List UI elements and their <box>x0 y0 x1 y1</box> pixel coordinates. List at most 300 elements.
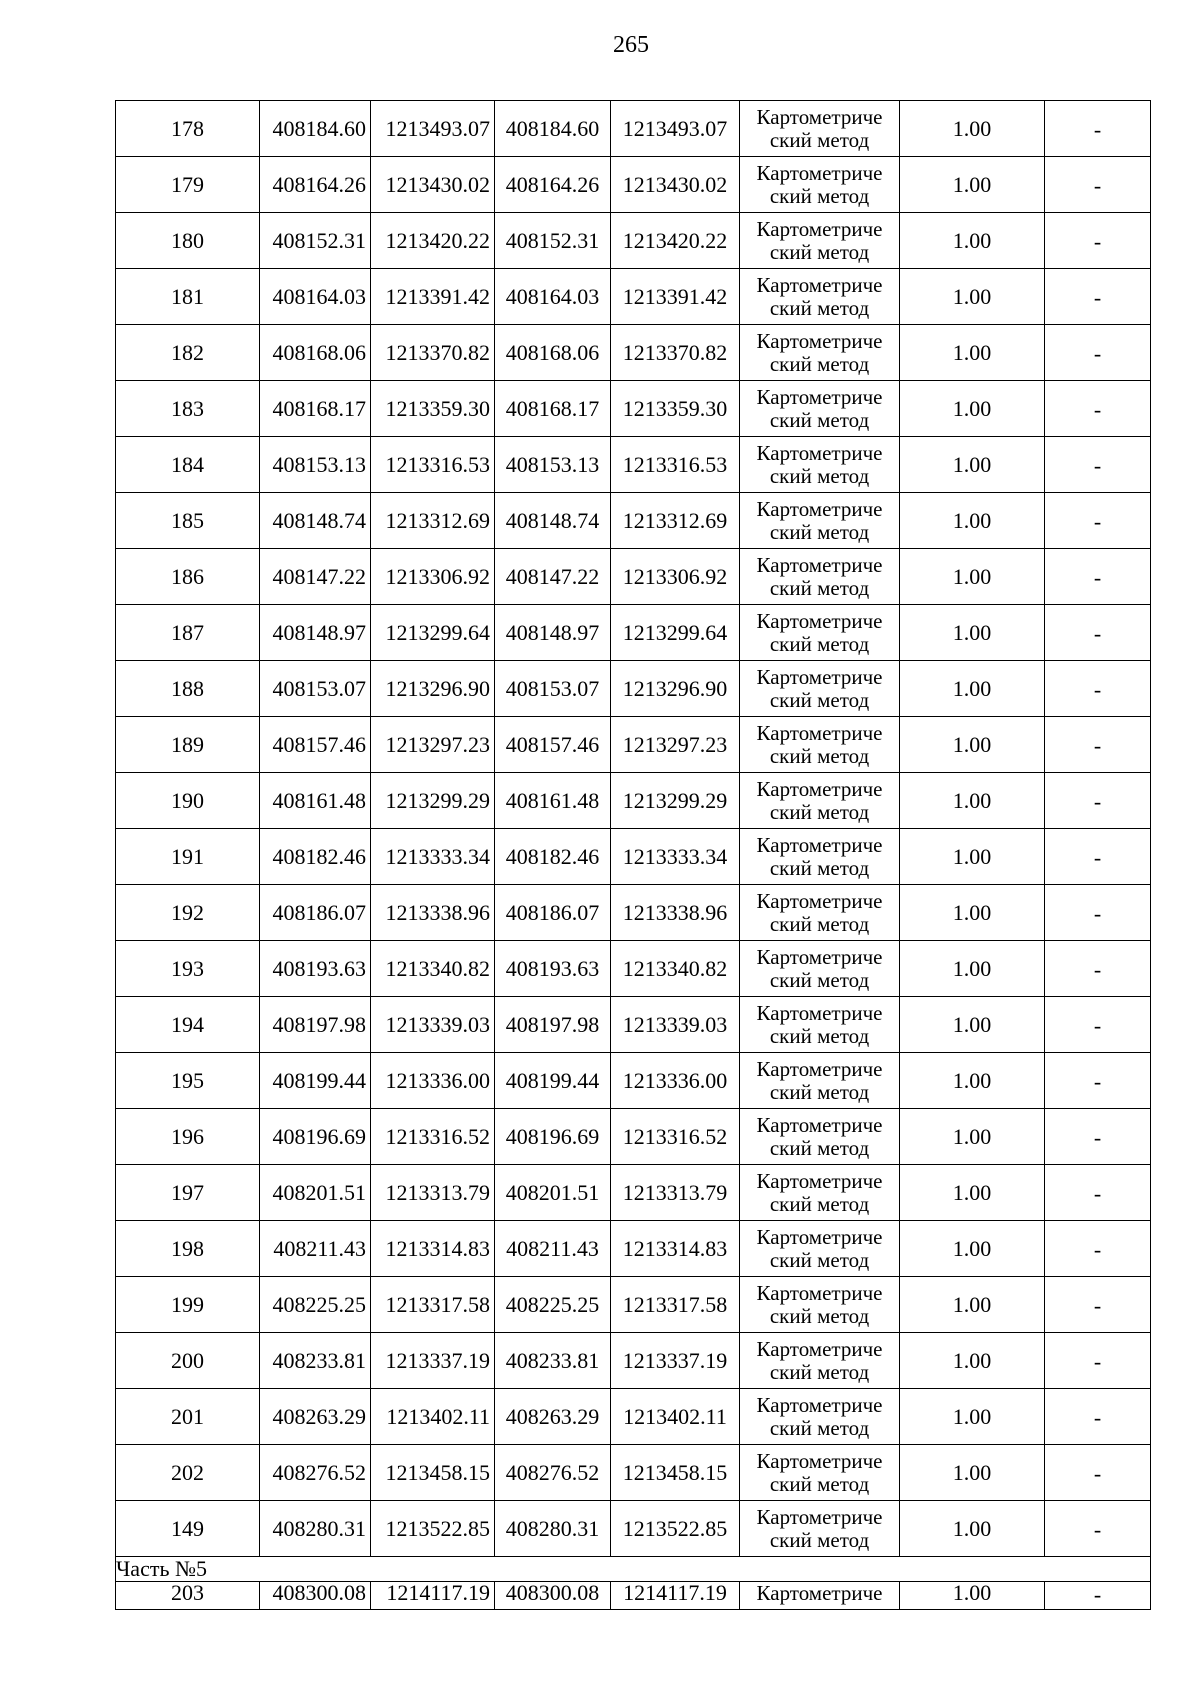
note-cell: - <box>1045 1501 1151 1557</box>
x-coordinate-cell: 408164.03 <box>495 269 611 325</box>
method-cell <box>740 997 900 1053</box>
method-line-2: ский метод <box>769 855 870 880</box>
table-row <box>116 605 1151 661</box>
method-cell: Картометриче <box>740 1582 900 1610</box>
note-cell: - <box>1045 549 1151 605</box>
method-line-1: Картометриче <box>756 384 883 409</box>
y-coordinate-cell: 1213420.22 <box>611 213 740 269</box>
table-row <box>116 717 1151 773</box>
accuracy-cell: 1.00 <box>900 1277 1045 1333</box>
x-coordinate-cell: 408211.43 <box>495 1221 611 1277</box>
section-label: Часть №5 <box>116 1557 1151 1582</box>
note-cell: - <box>1045 157 1151 213</box>
method-line-2: ский метод <box>769 799 870 824</box>
y-coordinate-cell: 1213493.07 <box>611 101 740 157</box>
note-cell: - <box>1045 1053 1151 1109</box>
method-line-1: Картометриче <box>756 664 883 689</box>
accuracy-cell: 1.00 <box>900 1445 1045 1501</box>
note-cell: - <box>1045 213 1151 269</box>
accuracy-cell: 1.00 <box>900 493 1045 549</box>
method-cell <box>740 101 900 157</box>
method-line-2: ский метод <box>769 1359 870 1384</box>
note-cell: - <box>1045 1165 1151 1221</box>
table-row <box>116 1389 1151 1445</box>
accuracy-cell: 1.00 <box>900 1053 1045 1109</box>
x-coordinate-cell: 408184.60 <box>495 101 611 157</box>
method-line-1: Картометриче <box>756 888 883 913</box>
x-coordinate-cell: 408161.48 <box>495 773 611 829</box>
method-cell <box>740 1445 900 1501</box>
accuracy-cell: 1.00 <box>900 381 1045 437</box>
y-coordinate-cell: 1213299.29 <box>371 773 495 829</box>
x-coordinate-cell: 408186.07 <box>495 885 611 941</box>
y-coordinate-cell: 1213370.82 <box>611 325 740 381</box>
method-cell <box>740 549 900 605</box>
accuracy-cell: 1.00 <box>900 773 1045 829</box>
method-line-2: ский метод <box>769 239 870 264</box>
y-coordinate-cell: 1213296.90 <box>611 661 740 717</box>
point-number-cell: 200 <box>116 1333 260 1389</box>
method-cell <box>740 717 900 773</box>
method-line-2: ский метод <box>769 687 870 712</box>
x-coordinate-cell: 408193.63 <box>495 941 611 997</box>
method-cell <box>740 325 900 381</box>
table-row <box>116 1165 1151 1221</box>
y-coordinate-cell: 1213314.83 <box>611 1221 740 1277</box>
x-coordinate-cell: 408152.31 <box>495 213 611 269</box>
method-line-1: Картометриче <box>756 160 883 185</box>
point-number-cell: 182 <box>116 325 260 381</box>
y-coordinate-cell: 1213338.96 <box>371 885 495 941</box>
x-coordinate-cell: 408153.07 <box>260 661 371 717</box>
method-line-2: ский метод <box>769 407 870 432</box>
x-coordinate-cell: 408197.98 <box>495 997 611 1053</box>
note-cell: - <box>1045 1221 1151 1277</box>
point-number-cell: 191 <box>116 829 260 885</box>
accuracy-cell: 1.00 <box>900 1501 1045 1557</box>
note-cell: - <box>1045 437 1151 493</box>
method-line-1: Картометриче <box>756 1504 883 1529</box>
point-number-cell: 186 <box>116 549 260 605</box>
x-coordinate-cell: 408153.13 <box>495 437 611 493</box>
y-coordinate-cell: 1213306.92 <box>371 549 495 605</box>
x-coordinate-cell: 408153.07 <box>495 661 611 717</box>
accuracy-cell: 1.00 <box>900 157 1045 213</box>
note-cell: - <box>1045 1277 1151 1333</box>
y-coordinate-cell: 1213316.52 <box>611 1109 740 1165</box>
y-coordinate-cell: 1213297.23 <box>611 717 740 773</box>
method-line-2: ский метод <box>769 967 870 992</box>
table-row <box>116 941 1151 997</box>
x-coordinate-cell: 408153.13 <box>260 437 371 493</box>
y-coordinate-cell: 1214117.19 <box>371 1582 495 1610</box>
x-coordinate-cell: 408199.44 <box>495 1053 611 1109</box>
x-coordinate-cell: 408280.31 <box>495 1501 611 1557</box>
note-cell: - <box>1045 717 1151 773</box>
accuracy-cell: 1.00 <box>900 1221 1045 1277</box>
y-coordinate-cell: 1213420.22 <box>371 213 495 269</box>
point-number-cell: 195 <box>116 1053 260 1109</box>
x-coordinate-cell: 408280.31 <box>260 1501 371 1557</box>
method-cell <box>740 1165 900 1221</box>
note-cell: - <box>1045 325 1151 381</box>
method-line-1: Картометриче <box>756 1112 883 1137</box>
x-coordinate-cell: 408182.46 <box>260 829 371 885</box>
y-coordinate-cell: 1213340.82 <box>611 941 740 997</box>
table-row <box>116 1221 1151 1277</box>
note-cell: - <box>1045 1389 1151 1445</box>
note-cell: - <box>1045 829 1151 885</box>
page-number: 265 <box>613 32 649 58</box>
y-coordinate-cell: 1213359.30 <box>371 381 495 437</box>
note-cell: - <box>1045 1582 1151 1610</box>
table-row <box>116 213 1151 269</box>
x-coordinate-cell: 408148.97 <box>260 605 371 661</box>
y-coordinate-cell: 1213458.15 <box>371 1445 495 1501</box>
table-row <box>116 1109 1151 1165</box>
y-coordinate-cell: 1213313.79 <box>611 1165 740 1221</box>
point-number-cell: 183 <box>116 381 260 437</box>
x-coordinate-cell: 408152.31 <box>260 213 371 269</box>
x-coordinate-cell: 408201.51 <box>495 1165 611 1221</box>
y-coordinate-cell: 1213522.85 <box>611 1501 740 1557</box>
note-cell: - <box>1045 1109 1151 1165</box>
table-row <box>116 1582 1151 1610</box>
point-number-cell: 179 <box>116 157 260 213</box>
y-coordinate-cell: 1213336.00 <box>611 1053 740 1109</box>
note-cell: - <box>1045 605 1151 661</box>
method-cell <box>740 1501 900 1557</box>
table-row <box>116 773 1151 829</box>
method-cell <box>740 941 900 997</box>
method-cell <box>740 1109 900 1165</box>
x-coordinate-cell: 408225.25 <box>260 1277 371 1333</box>
table-row <box>116 1053 1151 1109</box>
table-row <box>116 885 1151 941</box>
x-coordinate-cell: 408263.29 <box>260 1389 371 1445</box>
y-coordinate-cell: 1213314.83 <box>371 1221 495 1277</box>
point-number-cell: 188 <box>116 661 260 717</box>
method-cell <box>740 829 900 885</box>
method-cell <box>740 661 900 717</box>
point-number-cell: 197 <box>116 1165 260 1221</box>
x-coordinate-cell: 408197.98 <box>260 997 371 1053</box>
method-cell <box>740 885 900 941</box>
method-line-1: Картометриче <box>756 1000 883 1025</box>
note-cell: - <box>1045 381 1151 437</box>
y-coordinate-cell: 1213316.52 <box>371 1109 495 1165</box>
x-coordinate-cell: 408225.25 <box>495 1277 611 1333</box>
table-row <box>116 829 1151 885</box>
x-coordinate-cell: 408147.22 <box>495 549 611 605</box>
y-coordinate-cell: 1213340.82 <box>371 941 495 997</box>
accuracy-cell: 1.00 <box>900 717 1045 773</box>
y-coordinate-cell: 1214117.19 <box>611 1582 740 1610</box>
x-coordinate-cell: 408276.52 <box>260 1445 371 1501</box>
method-line-1: Картометриче <box>756 104 883 129</box>
table-row <box>116 325 1151 381</box>
y-coordinate-cell: 1213312.69 <box>611 493 740 549</box>
point-number-cell: 189 <box>116 717 260 773</box>
y-coordinate-cell: 1213333.34 <box>371 829 495 885</box>
y-coordinate-cell: 1213391.42 <box>611 269 740 325</box>
table-row <box>116 1445 1151 1501</box>
y-coordinate-cell: 1213317.58 <box>371 1277 495 1333</box>
y-coordinate-cell: 1213336.00 <box>371 1053 495 1109</box>
method-line-1: Картометриче <box>756 1168 883 1193</box>
x-coordinate-cell: 408233.81 <box>495 1333 611 1389</box>
point-number-cell: 199 <box>116 1277 260 1333</box>
note-cell: - <box>1045 101 1151 157</box>
x-coordinate-cell: 408168.17 <box>495 381 611 437</box>
method-line-2: ский метод <box>769 575 870 600</box>
coordinates-table <box>115 100 1151 1610</box>
x-coordinate-cell: 408263.29 <box>495 1389 611 1445</box>
method-line-2: ский метод <box>769 1303 870 1328</box>
y-coordinate-cell: 1213316.53 <box>371 437 495 493</box>
method-line-2: ский метод <box>769 183 870 208</box>
note-cell: - <box>1045 269 1151 325</box>
accuracy-cell: 1.00 <box>900 549 1045 605</box>
x-coordinate-cell: 408233.81 <box>260 1333 371 1389</box>
table-row <box>116 997 1151 1053</box>
method-line-1: Картометриче <box>756 720 883 745</box>
x-coordinate-cell: 408184.60 <box>260 101 371 157</box>
accuracy-cell: 1.00 <box>900 885 1045 941</box>
y-coordinate-cell: 1213430.02 <box>611 157 740 213</box>
method-line-1: Картометриче <box>756 1392 883 1417</box>
method-line-1: Картометриче <box>756 1056 883 1081</box>
x-coordinate-cell: 408161.48 <box>260 773 371 829</box>
y-coordinate-cell: 1213402.11 <box>371 1389 495 1445</box>
table-row <box>116 437 1151 493</box>
point-number-cell: 190 <box>116 773 260 829</box>
y-coordinate-cell: 1213338.96 <box>611 885 740 941</box>
table-row <box>116 661 1151 717</box>
section-row <box>116 1557 1151 1582</box>
note-cell: - <box>1045 1333 1151 1389</box>
method-cell <box>740 213 900 269</box>
method-line-1: Картометриче <box>756 1280 883 1305</box>
point-number-cell: 201 <box>116 1389 260 1445</box>
method-line-1: Картометриче <box>756 608 883 633</box>
accuracy-cell: 1.00 <box>900 101 1045 157</box>
y-coordinate-cell: 1213299.64 <box>371 605 495 661</box>
x-coordinate-cell: 408186.07 <box>260 885 371 941</box>
method-line-1: Картометриче <box>756 552 883 577</box>
table-row <box>116 1501 1151 1557</box>
x-coordinate-cell: 408193.63 <box>260 941 371 997</box>
method-cell <box>740 1333 900 1389</box>
method-line-2: ский метод <box>769 743 870 768</box>
accuracy-cell: 1.00 <box>900 605 1045 661</box>
accuracy-cell: 1.00 <box>900 269 1045 325</box>
x-coordinate-cell: 408199.44 <box>260 1053 371 1109</box>
x-coordinate-cell: 408147.22 <box>260 549 371 605</box>
y-coordinate-cell: 1213299.29 <box>611 773 740 829</box>
method-cell <box>740 1053 900 1109</box>
y-coordinate-cell: 1213430.02 <box>371 157 495 213</box>
method-line-2: ский метод <box>769 351 870 376</box>
point-number-cell: 184 <box>116 437 260 493</box>
x-coordinate-cell: 408168.06 <box>495 325 611 381</box>
table-row <box>116 269 1151 325</box>
method-cell <box>740 157 900 213</box>
accuracy-cell: 1.00 <box>900 1389 1045 1445</box>
method-line-2: ский метод <box>769 911 870 936</box>
method-line-2: ский метод <box>769 1527 870 1552</box>
x-coordinate-cell: 408148.74 <box>495 493 611 549</box>
method-line-1: Картометриче <box>756 1336 883 1361</box>
point-number-cell: 192 <box>116 885 260 941</box>
y-coordinate-cell: 1213458.15 <box>611 1445 740 1501</box>
x-coordinate-cell: 408300.08 <box>495 1582 611 1610</box>
method-line-1: Картометриче <box>756 776 883 801</box>
note-cell: - <box>1045 773 1151 829</box>
method-line-2: ский метод <box>769 1135 870 1160</box>
point-number-cell: 149 <box>116 1501 260 1557</box>
method-cell <box>740 773 900 829</box>
note-cell: - <box>1045 941 1151 997</box>
point-number-cell: 180 <box>116 213 260 269</box>
accuracy-cell: 1.00 <box>900 437 1045 493</box>
y-coordinate-cell: 1213297.23 <box>371 717 495 773</box>
method-line-1: Картометриче <box>756 1224 883 1249</box>
point-number-cell: 194 <box>116 997 260 1053</box>
table-body <box>116 101 1151 1610</box>
method-line-2: ский метод <box>769 1079 870 1104</box>
accuracy-cell: 1.00 <box>900 213 1045 269</box>
table-row <box>116 549 1151 605</box>
accuracy-cell: 1.00 <box>900 997 1045 1053</box>
method-line-2: ский метод <box>769 1191 870 1216</box>
accuracy-cell: 1.00 <box>900 325 1045 381</box>
method-cell <box>740 381 900 437</box>
y-coordinate-cell: 1213306.92 <box>611 549 740 605</box>
method-cell <box>740 1277 900 1333</box>
x-coordinate-cell: 408164.03 <box>260 269 371 325</box>
method-line-1: Картометриче <box>756 440 883 465</box>
point-number-cell: 203 <box>116 1582 260 1610</box>
y-coordinate-cell: 1213337.19 <box>611 1333 740 1389</box>
note-cell: - <box>1045 493 1151 549</box>
y-coordinate-cell: 1213339.03 <box>611 997 740 1053</box>
method-cell <box>740 605 900 661</box>
x-coordinate-cell: 408157.46 <box>495 717 611 773</box>
y-coordinate-cell: 1213359.30 <box>611 381 740 437</box>
x-coordinate-cell: 408201.51 <box>260 1165 371 1221</box>
method-cell <box>740 269 900 325</box>
point-number-cell: 202 <box>116 1445 260 1501</box>
y-coordinate-cell: 1213339.03 <box>371 997 495 1053</box>
point-number-cell: 187 <box>116 605 260 661</box>
y-coordinate-cell: 1213313.79 <box>371 1165 495 1221</box>
x-coordinate-cell: 408211.43 <box>260 1221 371 1277</box>
note-cell: - <box>1045 997 1151 1053</box>
method-line-2: ский метод <box>769 463 870 488</box>
method-line-2: ский метод <box>769 127 870 152</box>
table-row <box>116 493 1151 549</box>
accuracy-cell: 1.00 <box>900 941 1045 997</box>
y-coordinate-cell: 1213317.58 <box>611 1277 740 1333</box>
method-line-2: ский метод <box>769 1023 870 1048</box>
accuracy-cell: 1.00 <box>900 1109 1045 1165</box>
method-line-2: ский метод <box>769 1471 870 1496</box>
method-cell <box>740 493 900 549</box>
x-coordinate-cell: 408168.17 <box>260 381 371 437</box>
y-coordinate-cell: 1213296.90 <box>371 661 495 717</box>
x-coordinate-cell: 408148.97 <box>495 605 611 661</box>
y-coordinate-cell: 1213333.34 <box>611 829 740 885</box>
method-line-1: Картометриче <box>756 1448 883 1473</box>
y-coordinate-cell: 1213522.85 <box>371 1501 495 1557</box>
point-number-cell: 185 <box>116 493 260 549</box>
table-row <box>116 1277 1151 1333</box>
point-number-cell: 198 <box>116 1221 260 1277</box>
table-row <box>116 157 1151 213</box>
method-line-2: ский метод <box>769 519 870 544</box>
note-cell: - <box>1045 1445 1151 1501</box>
method-line-1: Картометриче <box>756 216 883 241</box>
method-line-1: Картометриче <box>756 496 883 521</box>
y-coordinate-cell: 1213402.11 <box>611 1389 740 1445</box>
note-cell: - <box>1045 661 1151 717</box>
method-line-2: ский метод <box>769 1415 870 1440</box>
x-coordinate-cell: 408148.74 <box>260 493 371 549</box>
accuracy-cell: 1.00 <box>900 1582 1045 1610</box>
table-row <box>116 101 1151 157</box>
y-coordinate-cell: 1213337.19 <box>371 1333 495 1389</box>
method-line-2: ский метод <box>769 631 870 656</box>
method-line-1: Картометриче <box>756 272 883 297</box>
point-number-cell: 193 <box>116 941 260 997</box>
x-coordinate-cell: 408182.46 <box>495 829 611 885</box>
method-cell <box>740 1389 900 1445</box>
x-coordinate-cell: 408196.69 <box>495 1109 611 1165</box>
accuracy-cell: 1.00 <box>900 1333 1045 1389</box>
y-coordinate-cell: 1213370.82 <box>371 325 495 381</box>
method-line-1: Картометриче <box>756 832 883 857</box>
method-line-2: ский метод <box>769 1247 870 1272</box>
method-cell <box>740 437 900 493</box>
method-line-2: ский метод <box>769 295 870 320</box>
accuracy-cell: 1.00 <box>900 1165 1045 1221</box>
y-coordinate-cell: 1213391.42 <box>371 269 495 325</box>
table-row <box>116 381 1151 437</box>
note-cell: - <box>1045 885 1151 941</box>
accuracy-cell: 1.00 <box>900 829 1045 885</box>
x-coordinate-cell: 408157.46 <box>260 717 371 773</box>
table-row <box>116 1333 1151 1389</box>
accuracy-cell: 1.00 <box>900 661 1045 717</box>
point-number-cell: 196 <box>116 1109 260 1165</box>
y-coordinate-cell: 1213493.07 <box>371 101 495 157</box>
method-line-1: Картометриче <box>756 944 883 969</box>
point-number-cell: 178 <box>116 101 260 157</box>
x-coordinate-cell: 408276.52 <box>495 1445 611 1501</box>
y-coordinate-cell: 1213299.64 <box>611 605 740 661</box>
x-coordinate-cell: 408300.08 <box>260 1582 371 1610</box>
y-coordinate-cell: 1213312.69 <box>371 493 495 549</box>
x-coordinate-cell: 408168.06 <box>260 325 371 381</box>
x-coordinate-cell: 408196.69 <box>260 1109 371 1165</box>
x-coordinate-cell: 408164.26 <box>260 157 371 213</box>
x-coordinate-cell: 408164.26 <box>495 157 611 213</box>
method-cell <box>740 1221 900 1277</box>
y-coordinate-cell: 1213316.53 <box>611 437 740 493</box>
method-line-1: Картометриче <box>756 328 883 353</box>
point-number-cell: 181 <box>116 269 260 325</box>
